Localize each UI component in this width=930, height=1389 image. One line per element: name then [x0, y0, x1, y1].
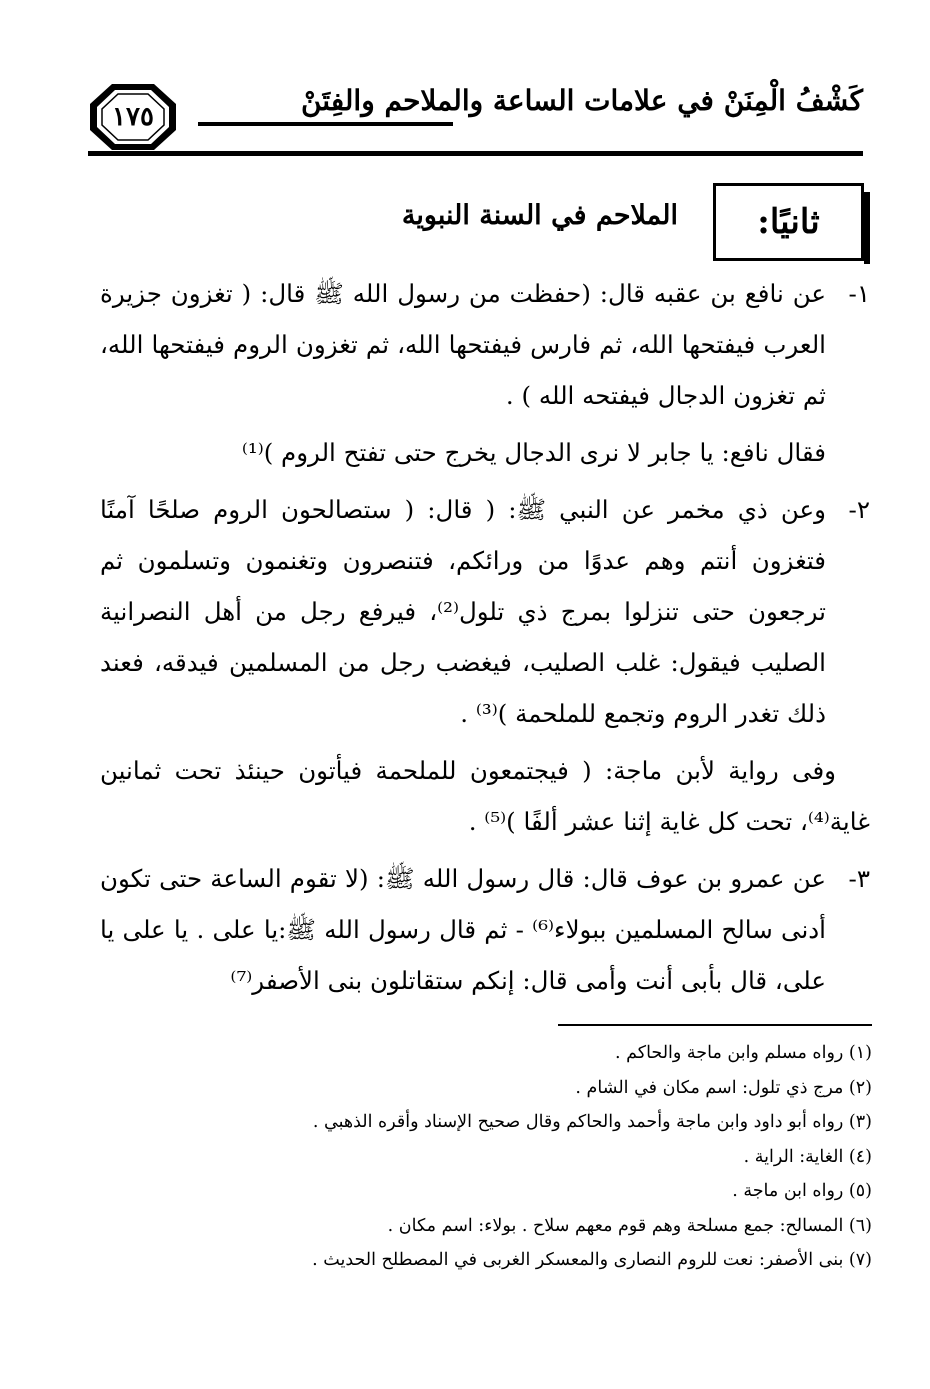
footnote: (٥) رواه ابن ماجة .	[732, 1181, 872, 1201]
footnote: (١) رواه مسلم وابن ماجة والحاكم .	[614, 1043, 872, 1063]
hadith-item	[100, 484, 870, 739]
body-text	[100, 268, 870, 1012]
hadith-text: وعن ذي مخمر عن النبي ﷺ: ( قال: ( ستصالحون الروم صلحًا آمنًا فتغزون أنتم وهم عدوًا من ورائكم، فتنصرون وتغنمون وتسلمون ثم ترجعون حتى تنزلوا بمرج ذي تلول⁽²⁾، فيرفع رجل من أهل النصرانية الصليب فيقول: غلب الصليب، فيغضب رجل من المسلمين فيدقه، فعند ذلك تغدر الروم وتجمع للملحمة )⁽³⁾ .	[100, 495, 826, 728]
header-rule	[88, 151, 863, 156]
section-label-box	[713, 183, 864, 261]
hadith-item	[100, 268, 870, 421]
page-number-badge	[88, 82, 178, 152]
section-label: ثانيًا:	[757, 202, 820, 242]
footnote: (٦) المسالح: جمع مسلحة وهم قوم معهم سلاح . بولاء: اسم مكان .	[387, 1215, 872, 1236]
running-header	[88, 82, 863, 152]
hadith-text: عن عمرو بن عوف قال: قال رسول الله ﷺ: (لا تقوم الساعة حتى تكون أدنى سالح المسلمين ببولاء⁽⁶⁾ - ثم قال رسول الله ﷺ:يا على . يا على يا على، قال بأبى أنت وأمى قال: إنكم ستقاتلون بنى الأصفر⁽⁷⁾	[100, 864, 826, 995]
footnote: (٤) الغاية: الراية .	[743, 1146, 872, 1167]
page-number: ١٧٥	[112, 102, 154, 132]
footnote: (٣) رواه أبو داود وابن ماجة وأحمد والحاكم وقال صحيح الإسناد وأقره الذهبي .	[312, 1112, 872, 1132]
footnote: (٧) بنى الأصفر: نعت للروم النصارى والمعسكر الغربى في المصطلح الحديث .	[312, 1250, 872, 1270]
item-number: ٢-	[848, 495, 870, 524]
item-number: ١-	[848, 279, 870, 308]
item-number: ٣-	[848, 864, 870, 893]
hadith-text: عن نافع بن عقبه قال: (حفظت من رسول الله ﷺ قال: ( تغزون جزيرة العرب فيفتحها الله، ثم فارس فيفتحها الله، ثم تغزون الروم فيفتحها الله، ثم تغزون الدجال فيفتحه الله ) .	[100, 279, 826, 410]
hadith-item	[100, 853, 870, 1006]
hadith-continuation: فقال نافع: يا جابر لا نرى الدجال يخرج حتى تفتح الروم )⁽¹⁾	[241, 438, 826, 467]
footnote-separator	[558, 1024, 872, 1026]
footnotes	[92, 1036, 872, 1278]
running-title: كَشْفُ الْمِنَنْ في علامات الساعة والملاحم والفِتَنْ	[300, 84, 863, 117]
title-dash-line	[198, 122, 453, 126]
section-title: الملاحم في السنة النبوية	[401, 200, 678, 231]
footnote: (٢) مرج ذي تلول: اسم مكان في الشام .	[575, 1077, 872, 1098]
hadith-continuation: وفى رواية لأبن ماجة: ( فيجتمعون للملحمة فيأتون حينئذ تحت ثمانين غاية⁽⁴⁾، تحت كل غاية إثنا عشر ألفًا )⁽⁵⁾ .	[100, 756, 870, 836]
